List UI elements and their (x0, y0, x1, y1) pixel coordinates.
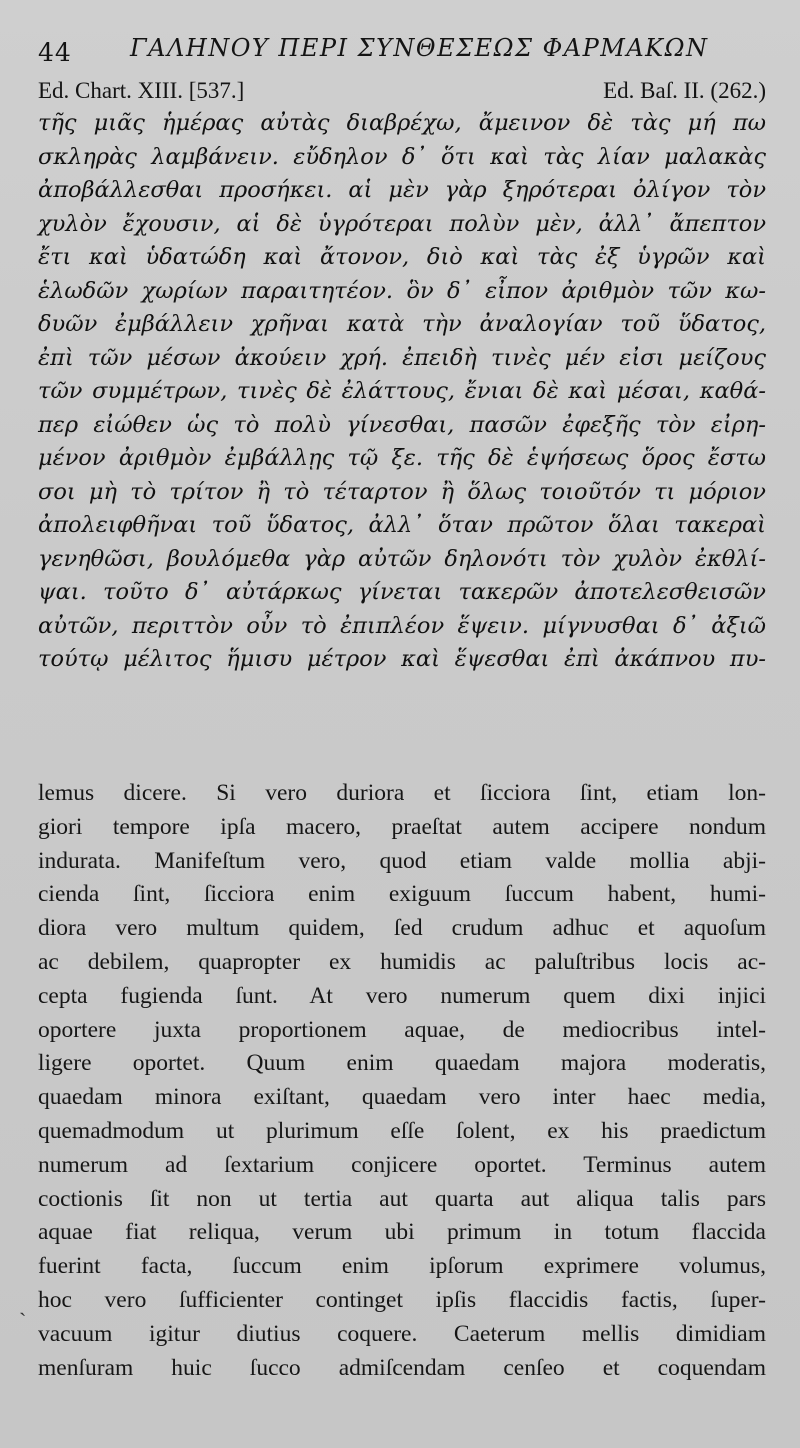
greek-line: μένον ἀριθμὸν ἐμβάλλῃς τῷ ξε. τῆς δὲ ἑψήσεως ὅρος ἔστω (38, 445, 766, 471)
greek-text-block (38, 107, 766, 677)
latin-line: ligere oportet. Quum enim quaedam majora moderatis, (38, 1050, 766, 1077)
greek-line: ἀπολειφθῆναι τοῦ ὕδατος, ἀλλ᾽ ὅταν πρῶτον ὅλαι τακεραὶ (38, 512, 766, 538)
latin-line: indurata. Manifeſtum vero, quod etiam valde mollia abji- (38, 847, 766, 874)
page-header (38, 30, 764, 70)
latin-line: lemus dicere. Si vero duriora et ſicciora ſint, etiam lon- (38, 780, 766, 806)
greek-line: ψαι. τοῦτο δ᾽ αὐτάρκως γίνεται τακερῶν ἀποτελεσθεισῶν (38, 579, 766, 605)
greek-line: δυῶν ἐμβάλλειν χρῆναι κατὰ τὴν ἀναλογίαν τοῦ ὕδατος, (38, 311, 766, 337)
latin-line: fuerint facta, ſuccum enim ipſorum exprimere volumus, (38, 1253, 766, 1280)
greek-line: ἐπὶ τῶν μέσων ἀκούειν χρή. ἐπειδὴ τινὲς μέν εἰσι μείζους (38, 344, 766, 371)
greek-line: ἑλωδῶν χωρίων παραιτητέον. ὃν δ᾽ εἶπον ἀριθμὸν τῶν κω- (38, 277, 766, 304)
page-number: 44 (38, 38, 72, 67)
greek-line: σοι μὴ τὸ τρίτον ἢ τὸ τέταρτον ἢ ὅλως τοιοῦτόν τι μόριον (38, 478, 766, 505)
latin-line: aquae fiat reliqua, verum ubi primum in totum flaccida (38, 1219, 766, 1246)
greek-line: τῶν συμμέτρων, τινὲς δὲ ἐλάττους, ἔνιαι δὲ καὶ μέσαι, καθά- (38, 378, 766, 404)
greek-line: ἔτι καὶ ὑδατώδη καὶ ἄτονον, διὸ καὶ τὰς ἐξ ὑγρῶν καὶ (38, 244, 766, 270)
greek-line: ἀποβάλλεσθαι προσήκει. αἱ μὲν γὰρ ξηρότεραι ὀλίγον τὸν (38, 177, 766, 203)
latin-line: quaedam minora exiſtant, quaedam vero inter haec media, (38, 1084, 766, 1111)
latin-line: giori tempore ipſa macero, praeſtat autem accipere nondum (38, 813, 766, 840)
margin-mark: ` (19, 1308, 27, 1333)
latin-line: oportere juxta proportionem aquae, de mediocribus intel- (38, 1016, 766, 1043)
edition-basel-reference: Ed. Baſ. II. (262.) (603, 78, 766, 103)
latin-line: cienda ſint, ſicciora enim exiguum ſuccum habent, humi- (38, 881, 766, 908)
greek-line: γενηθῶσι, βουλόμεθα γὰρ αὐτῶν δηλονότι τὸν χυλὸν ἐκθλί- (38, 545, 766, 572)
latin-line: menſuram huic ſucco admiſcendam cenſeo et coquendam (38, 1354, 766, 1381)
latin-line: ac debilem, quapropter ex humidis ac paluſtribus locis ac- (38, 948, 766, 975)
latin-line: coctionis ſit non ut tertia aut quarta aut aliqua talis pars (38, 1185, 766, 1212)
latin-line: quemadmodum ut plurimum eſſe ſolent, ex his praedictum (38, 1117, 766, 1144)
latin-line: hoc vero ſufficienter continget ipſis flaccidis factis, ſuper- (38, 1286, 766, 1313)
edition-reference-line (38, 78, 766, 108)
greek-line: περ εἰώθεν ὡς τὸ πολὺ γίνεσθαι, πασῶν ἐφεξῆς τὸν εἰρη- (38, 411, 766, 438)
latin-line: vacuum igitur diutius coquere. Caeterum mellis dimidiam (38, 1320, 766, 1347)
running-title: ΓΑΛΗΝΟΥ ΠΕΡΙ ΣΥΝΘΕΣΕΩΣ ΦΑΡΜΑΚΩΝ (130, 34, 709, 62)
greek-line: χυλὸν ἔχουσιν, αἱ δὲ ὑγρότεραι πολὺν μὲν, ἀλλ᾽ ἄπεπτον (38, 210, 766, 237)
greek-line: τῆς μιᾶς ἡμέρας αὐτὰς διαβρέχω, ἄμεινον δὲ τὰς μή πω (38, 110, 766, 136)
greek-line: τούτῳ μέλιτος ἥμισυ μέτρον καὶ ἕψεσθαι ἐπὶ ἀκάπνου πυ- (38, 646, 766, 672)
latin-line: diora vero multum quidem, ſed crudum adhuc et aquoſum (38, 915, 766, 942)
latin-text-block (38, 777, 766, 1385)
greek-line: σκληρὰς λαμβάνειν. εὔδηλον δ᾽ ὅτι καὶ τὰς λίαν μαλακὰς (38, 143, 766, 170)
edition-chartier-reference: Ed. Chart. XIII. [537.] (38, 78, 245, 103)
greek-line: αὐτῶν, περιττὸν οὖν τὸ ἐπιπλέον ἕψειν. μίγνυσθαι δ᾽ ἀξιῶ (38, 612, 766, 639)
latin-line: cepta fugienda ſunt. At vero numerum quem dixi injici (38, 982, 766, 1009)
latin-line: numerum ad ſextarium conjicere oportet. Terminus autem (38, 1151, 766, 1178)
